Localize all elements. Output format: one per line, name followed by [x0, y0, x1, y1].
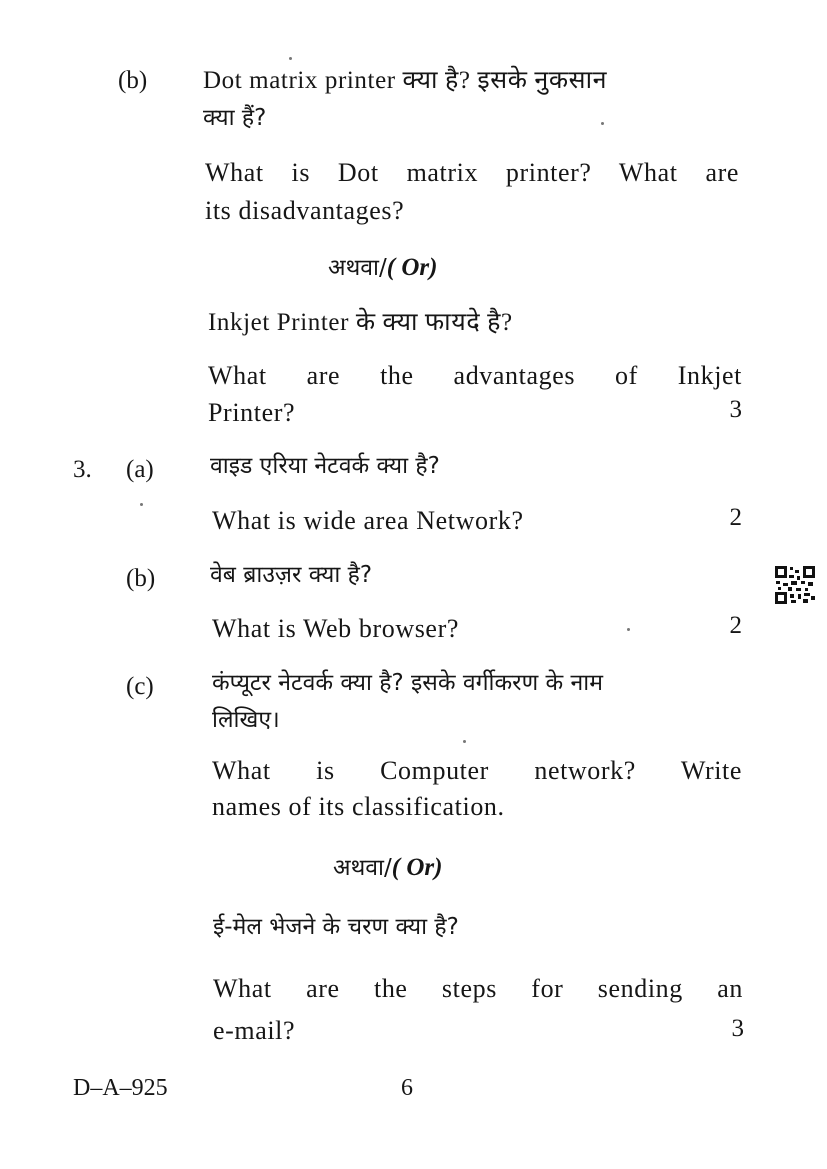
or-english: ( Or) [386, 254, 438, 281]
scan-speck [601, 122, 604, 125]
q3b-marks: 2 [729, 612, 742, 639]
q2b-hindi-line1: Dot matrix printer क्या है? इसके नुकसान [203, 67, 608, 94]
q2b-or-heading [328, 253, 437, 283]
scan-speck [140, 503, 143, 506]
q3a-marks: 2 [729, 504, 742, 531]
scan-speck [289, 57, 292, 60]
q3c-hindi-line1: कंप्यूटर नेटवर्क क्या है? इसके वर्गीकरण के नाम [212, 670, 603, 696]
q3c-label: (c) [126, 673, 154, 700]
q2b-english-line1: What is Dot matrix printer? What are [205, 158, 739, 187]
q2b-alt-english-line1: What are the advantages of Inkjet [208, 361, 742, 390]
scan-speck [463, 740, 466, 743]
q3c-alt-english-line2: e-mail? [213, 1016, 296, 1045]
qr-code-icon [775, 566, 815, 604]
q2b-label: (b) [118, 67, 148, 94]
q2b-english-line2: its disadvantages? [205, 196, 405, 225]
q3c-alt-hindi: ई-मेल भेजने के चरण क्या है? [213, 914, 459, 940]
q3b-english: What is Web browser? [212, 614, 459, 643]
q3b-label: (b) [126, 565, 156, 592]
paper-code: D–A–925 [73, 1075, 168, 1101]
or-hindi: अथवा/ [328, 255, 387, 281]
or-hindi: अथवा/ [333, 855, 392, 881]
q3c-or-heading [333, 853, 442, 883]
q3c-marks: 3 [731, 1015, 744, 1042]
q3c-alt-english-line1: What are the steps for sending an [213, 974, 743, 1003]
q2b-marks: 3 [729, 396, 742, 423]
q2b-hindi-line2: क्या हैं? [203, 105, 267, 131]
q2b-alt-hindi: Inkjet Printer के क्या फायदे है? [208, 309, 513, 336]
page-number: 6 [401, 1075, 413, 1101]
q3a-label: (a) [126, 456, 154, 483]
q3a-hindi: वाइड एरिया नेटवर्क क्या है? [210, 453, 440, 479]
q2b-alt-english-line2: Printer? [208, 398, 296, 427]
q3c-english-line1: What is Computer network? Write [212, 756, 742, 785]
q3a-english: What is wide area Network? [212, 506, 524, 535]
scan-speck [627, 628, 630, 631]
q3b-hindi: वेब ब्राउज़र क्या है? [210, 562, 373, 588]
or-english: ( Or) [391, 854, 443, 881]
q3-number: 3. [73, 456, 92, 483]
q3c-hindi-line2: लिखिए। [212, 707, 280, 733]
q3c-english-line2: names of its classification. [212, 792, 505, 821]
